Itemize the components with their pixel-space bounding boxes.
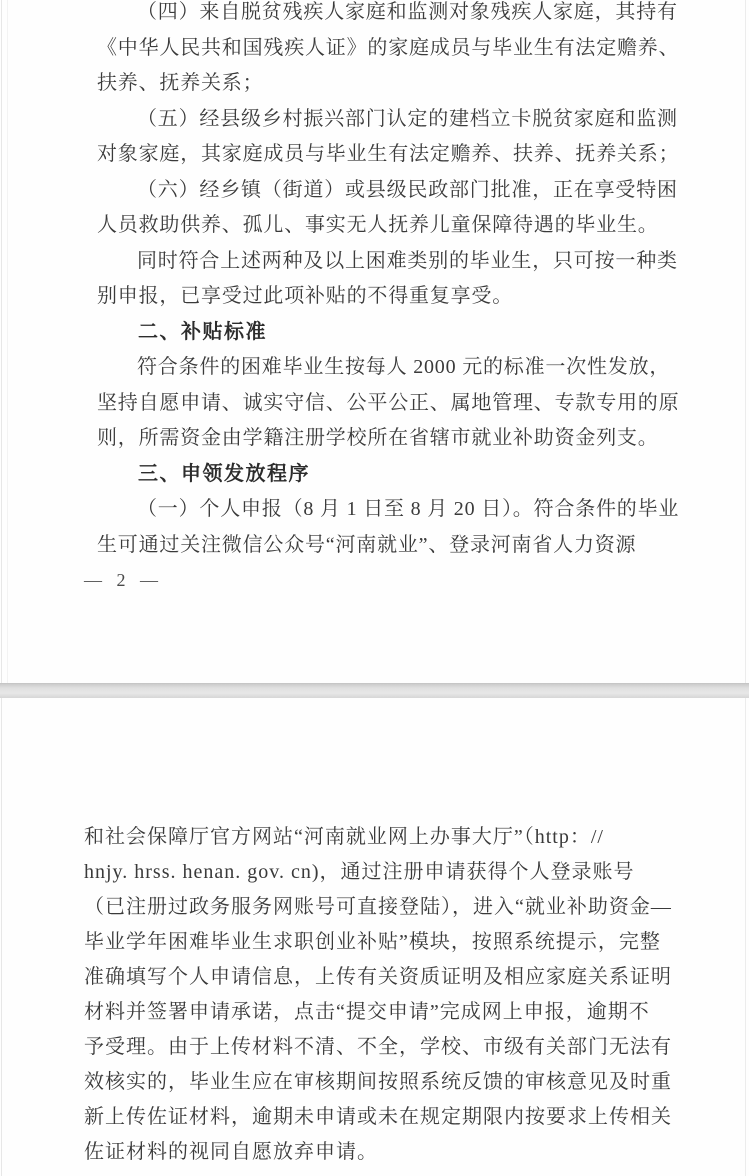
- text-line: 别申报，已享受过此项补贴的不得重复享受。: [97, 285, 513, 307]
- text-line: 材料并签署申请承诺，点击“提交申请”完成网上申报，逾期不: [84, 1001, 650, 1023]
- text-line: 对象家庭，其家庭成员与毕业生有法定赡养、扶养、抚养关系；: [97, 143, 680, 165]
- text-line: 佐证材料的视同自愿放弃申请。: [84, 1141, 378, 1163]
- text-line: （一）个人申报（8 月 1 日至 8 月 20 日）。符合条件的毕业: [137, 498, 680, 520]
- page-lower-text-column: [84, 820, 672, 1170]
- text-line: 准确填写个人申请信息，上传有关资质证明及相应家庭关系证明: [84, 966, 672, 988]
- text-line: （已注册过政务服务网账号可直接登陆），进入“就业补助资金—: [84, 896, 672, 918]
- text-line: 予受理。由于上传材料不清、不全，学校、市级有关部门无法有: [84, 1036, 672, 1058]
- page-left-edge-line: [1, 698, 2, 1176]
- text-line: 坚持自愿申请、诚实守信、公平公正、属地管理、专款专用的原: [97, 391, 680, 414]
- page-left-edge-line: [1, 0, 2, 683]
- page-upper-text-column: [84, 0, 680, 599]
- page-divider: [0, 683, 749, 698]
- text-line: （六）经乡镇（街道）或县级民政部门批准，正在享受特困: [137, 178, 678, 201]
- text-line: 同时符合上述两种及以上困难类别的毕业生，只可按一种类: [137, 249, 678, 272]
- text-line: （五）经县级乡村振兴部门认定的建档立卡脱贫家庭和监测: [137, 107, 678, 130]
- text-line: 和社会保障厅官方网站“河南就业网上办事大厅”（http：//: [84, 826, 604, 848]
- text-line: 扶养、抚养关系；: [97, 72, 264, 94]
- page-left-edge-line-2: [7, 0, 8, 683]
- text-line: （四）来自脱贫残疾人家庭和监测对象残疾人家庭，其持有: [137, 1, 678, 23]
- page-right-edge-line: [745, 698, 746, 1176]
- text-line: 《中华人民共和国残疾人证》的家庭成员与毕业生有法定赡养、: [97, 36, 680, 59]
- text-line: — 2 —: [84, 570, 163, 590]
- page-right-edge-line: [745, 0, 746, 683]
- text-line: 人员救助供养、孤儿、事实无人抚养儿童保障待遇的毕业生。: [97, 214, 659, 236]
- text-line: 毕业学年困难毕业生求职创业补贴”模块，按照系统提示，完整: [84, 931, 661, 953]
- text-line: 三、申领发放程序: [138, 462, 310, 485]
- text-line: 符合条件的困难毕业生按每人 2000 元的标准一次性发放，: [137, 356, 671, 378]
- text-line: 生可通过关注微信公众号“河南就业”、登录河南省人力资源: [97, 533, 637, 556]
- text-line: 则，所需资金由学籍注册学校所在省辖市就业补助资金列支。: [97, 427, 659, 449]
- doc-page-lower: [0, 698, 749, 1176]
- text-line: hnjy. hrss. henan. gov. cn)，通过注册申请获得个人登录账号: [84, 861, 635, 883]
- text-line: 效核实的，毕业生应在审核期间按照系统反馈的审核意见及时重: [84, 1071, 672, 1093]
- text-line: 新上传佐证材料，逾期未申请或未在规定期限内按要求上传相关: [84, 1106, 672, 1128]
- text-line: 二、补贴标准: [138, 320, 267, 343]
